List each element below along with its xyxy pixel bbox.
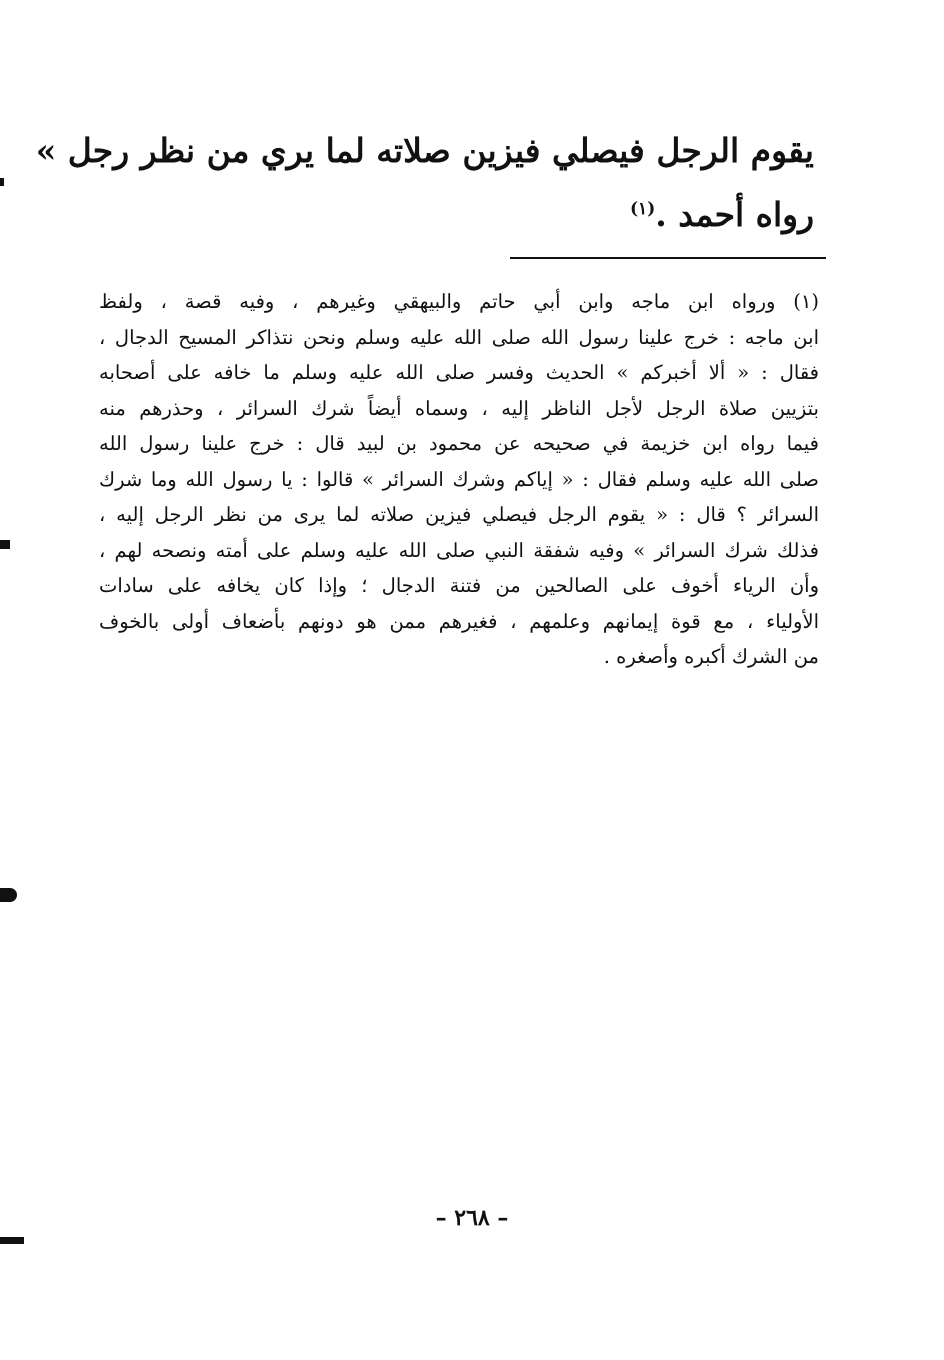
main-text-line-2-text: رواه أحمد . bbox=[655, 195, 814, 234]
footnote-line: (١) ورواه ابن ماجه وابن أبي حاتم والبيهقي وغيرهم ، وفيه قصة ، ولفظ bbox=[99, 290, 819, 313]
footnote-line: صلى الله عليه وسلم فقال : « إياكم وشرك السرائر » قالوا : يا رسول الله وما شرك bbox=[99, 467, 819, 491]
footnote-line: من الشرك أكبره وأصغره . bbox=[603, 645, 819, 668]
main-text-line-2 bbox=[114, 180, 814, 244]
main-text-line-1: يقوم الرجل فيصلي فيزين صلاته لما يري من نظر رجل » bbox=[35, 131, 814, 170]
scan-edge-mark bbox=[0, 888, 17, 902]
footnote-line: فذلك شرك السرائر » وفيه شفقة النبي صلى الله عليه وسلم على أمته ونصحه لهم ، bbox=[99, 538, 819, 562]
scan-edge-mark bbox=[0, 540, 10, 549]
footnote-line: فقال : « ألا أخبركم » الحديث وفسر صلى الله عليه وسلم ما خافه على أصحابه bbox=[99, 361, 819, 384]
footnote-line: وأن الرياء أخوف على الصالحين من فتنة الدجال ؛ وإذا كان يخافه على سادات bbox=[99, 574, 819, 597]
footnote-reference: (١) bbox=[630, 199, 656, 219]
footnote-line: فيما رواه ابن خزيمة في صحيحه عن محمود بن لبيد قال : خرج علينا رسول الله bbox=[99, 432, 819, 455]
page-number: – ٢٦٨ – bbox=[435, 1205, 509, 1231]
footnote-divider bbox=[510, 257, 826, 259]
footnote-line: الأولياء ، مع قوة إيمانهم وعلمهم ، فغيرهم ممن هو دونهم بأضعاف أولى بالخوف bbox=[99, 609, 819, 633]
footnote-block bbox=[99, 284, 819, 675]
main-text-block bbox=[35, 122, 814, 244]
footnote-line: بتزيين صلاة الرجل لأجل الناظر إليه ، وسماه أيضاً شرك السرائر ، وحذرهم منه bbox=[99, 396, 819, 420]
footnote-line: ابن ماجه : خرج علينا رسول الله صلى الله عليه وسلم ونحن نتذاكر المسيح الدجال ، bbox=[99, 325, 819, 349]
scan-edge-mark bbox=[0, 1237, 24, 1244]
scan-edge-mark bbox=[0, 178, 4, 186]
footnote-line: السرائر ؟ قال : « يقوم الرجل فيصلي فيزين صلاته لما يرى من نظر الرجل إليه ، bbox=[99, 503, 819, 526]
